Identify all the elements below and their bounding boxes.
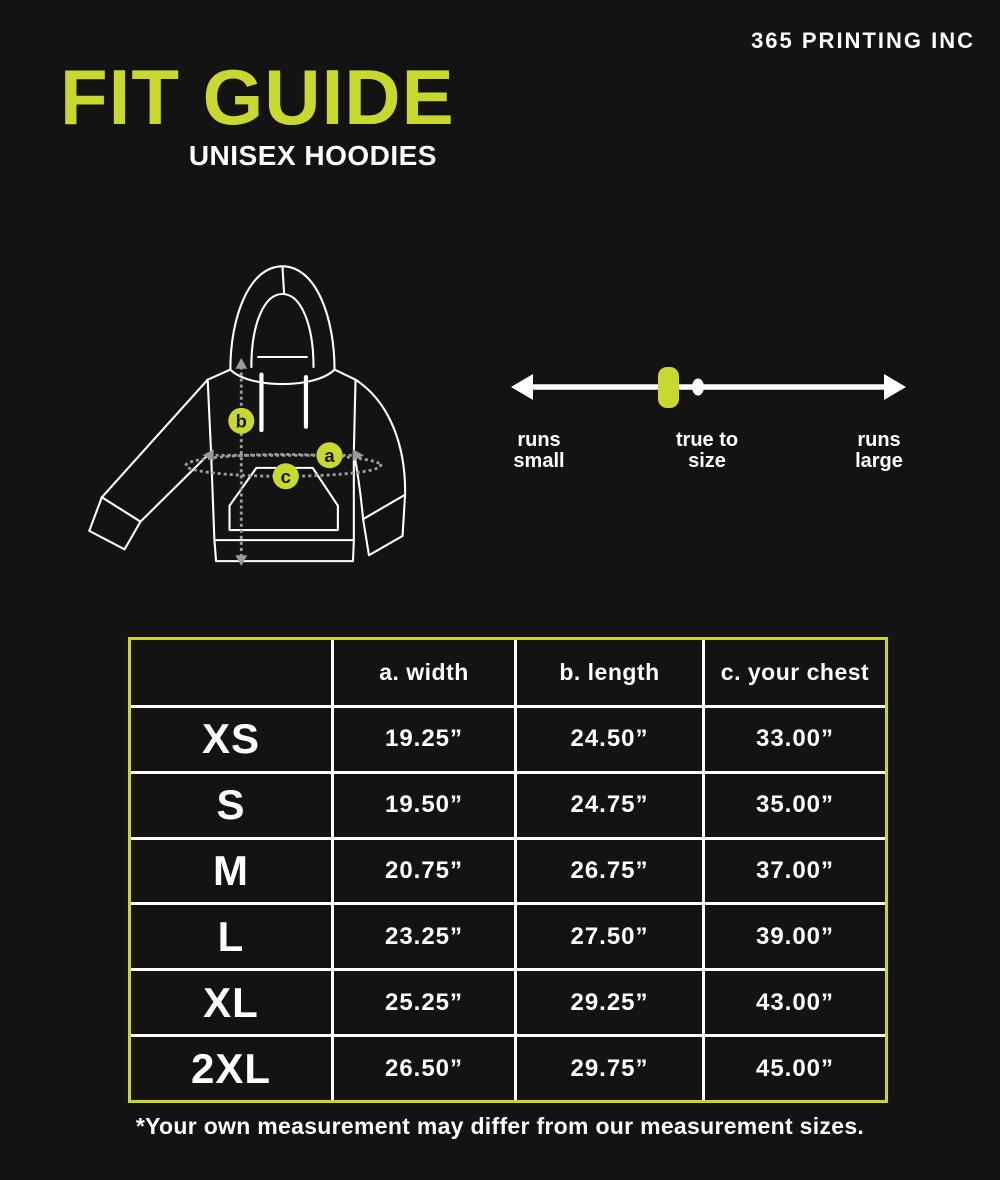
scale-label-line: runs <box>857 429 901 451</box>
size-cell: L <box>131 905 331 968</box>
chest-cell: 39.00” <box>705 905 885 968</box>
scale-label-line: runs <box>517 429 561 451</box>
chest-cell: 33.00” <box>705 708 885 771</box>
length-cell: 24.50” <box>517 708 702 771</box>
size-cell: 2XL <box>131 1037 331 1100</box>
width-cell: 23.25” <box>334 905 514 968</box>
page-title: FIT GUIDE <box>60 53 455 141</box>
size-cell: S <box>131 774 331 837</box>
fit-scale-axis <box>511 374 906 400</box>
width-cell: 19.50” <box>334 774 514 837</box>
scale-label-runs-small <box>484 430 594 472</box>
chest-cell: 37.00” <box>705 840 885 903</box>
scale-label-line: true to <box>675 429 739 451</box>
footnote: *Your own measurement may differ from our measurement sizes. <box>135 1113 865 1139</box>
chest-cell: 45.00” <box>705 1037 885 1100</box>
page-subtitle: UNISEX HOODIES <box>188 140 437 171</box>
marker-c-label: c <box>280 465 291 487</box>
right-arrowhead-icon <box>884 374 906 400</box>
scale-label-true-to-size <box>652 430 762 472</box>
size-table <box>128 637 888 1103</box>
width-cell: 20.75” <box>334 840 514 903</box>
scale-label-line: size <box>688 450 726 472</box>
header-cell-width: a. width <box>334 640 514 705</box>
size-cell: XS <box>131 708 331 771</box>
length-cell: 24.75” <box>517 774 702 837</box>
size-cell: XL <box>131 971 331 1034</box>
scale-label-line: small <box>513 450 565 472</box>
size-cell: M <box>131 840 331 903</box>
chest-cell: 35.00” <box>705 774 885 837</box>
scale-label-line: large <box>855 450 903 472</box>
hoodie-diagram <box>80 210 500 630</box>
marker-b-label: b <box>235 410 247 432</box>
header-cell-length: b. length <box>517 640 702 705</box>
header-cell-chest: c. your chest <box>705 640 885 705</box>
width-cell: 25.25” <box>334 971 514 1034</box>
length-cell: 26.75” <box>517 840 702 903</box>
fit-scale <box>500 350 920 430</box>
fit-scale-dot <box>692 379 704 396</box>
length-cell: 27.50” <box>517 905 702 968</box>
scale-label-runs-large <box>824 430 934 472</box>
left-arrowhead-icon <box>511 374 533 400</box>
fit-scale-marker <box>658 367 679 408</box>
length-cell: 29.75” <box>517 1037 702 1100</box>
marker-circles <box>228 408 342 489</box>
chest-cell: 43.00” <box>705 971 885 1034</box>
measurement-guides <box>186 368 381 556</box>
length-cell: 29.25” <box>517 971 702 1034</box>
width-cell: 19.25” <box>334 708 514 771</box>
width-cell: 26.50” <box>334 1037 514 1100</box>
header-cell-blank <box>131 640 331 705</box>
brand-text: 365 PRINTING INC <box>751 28 975 53</box>
marker-a-label: a <box>324 444 335 466</box>
